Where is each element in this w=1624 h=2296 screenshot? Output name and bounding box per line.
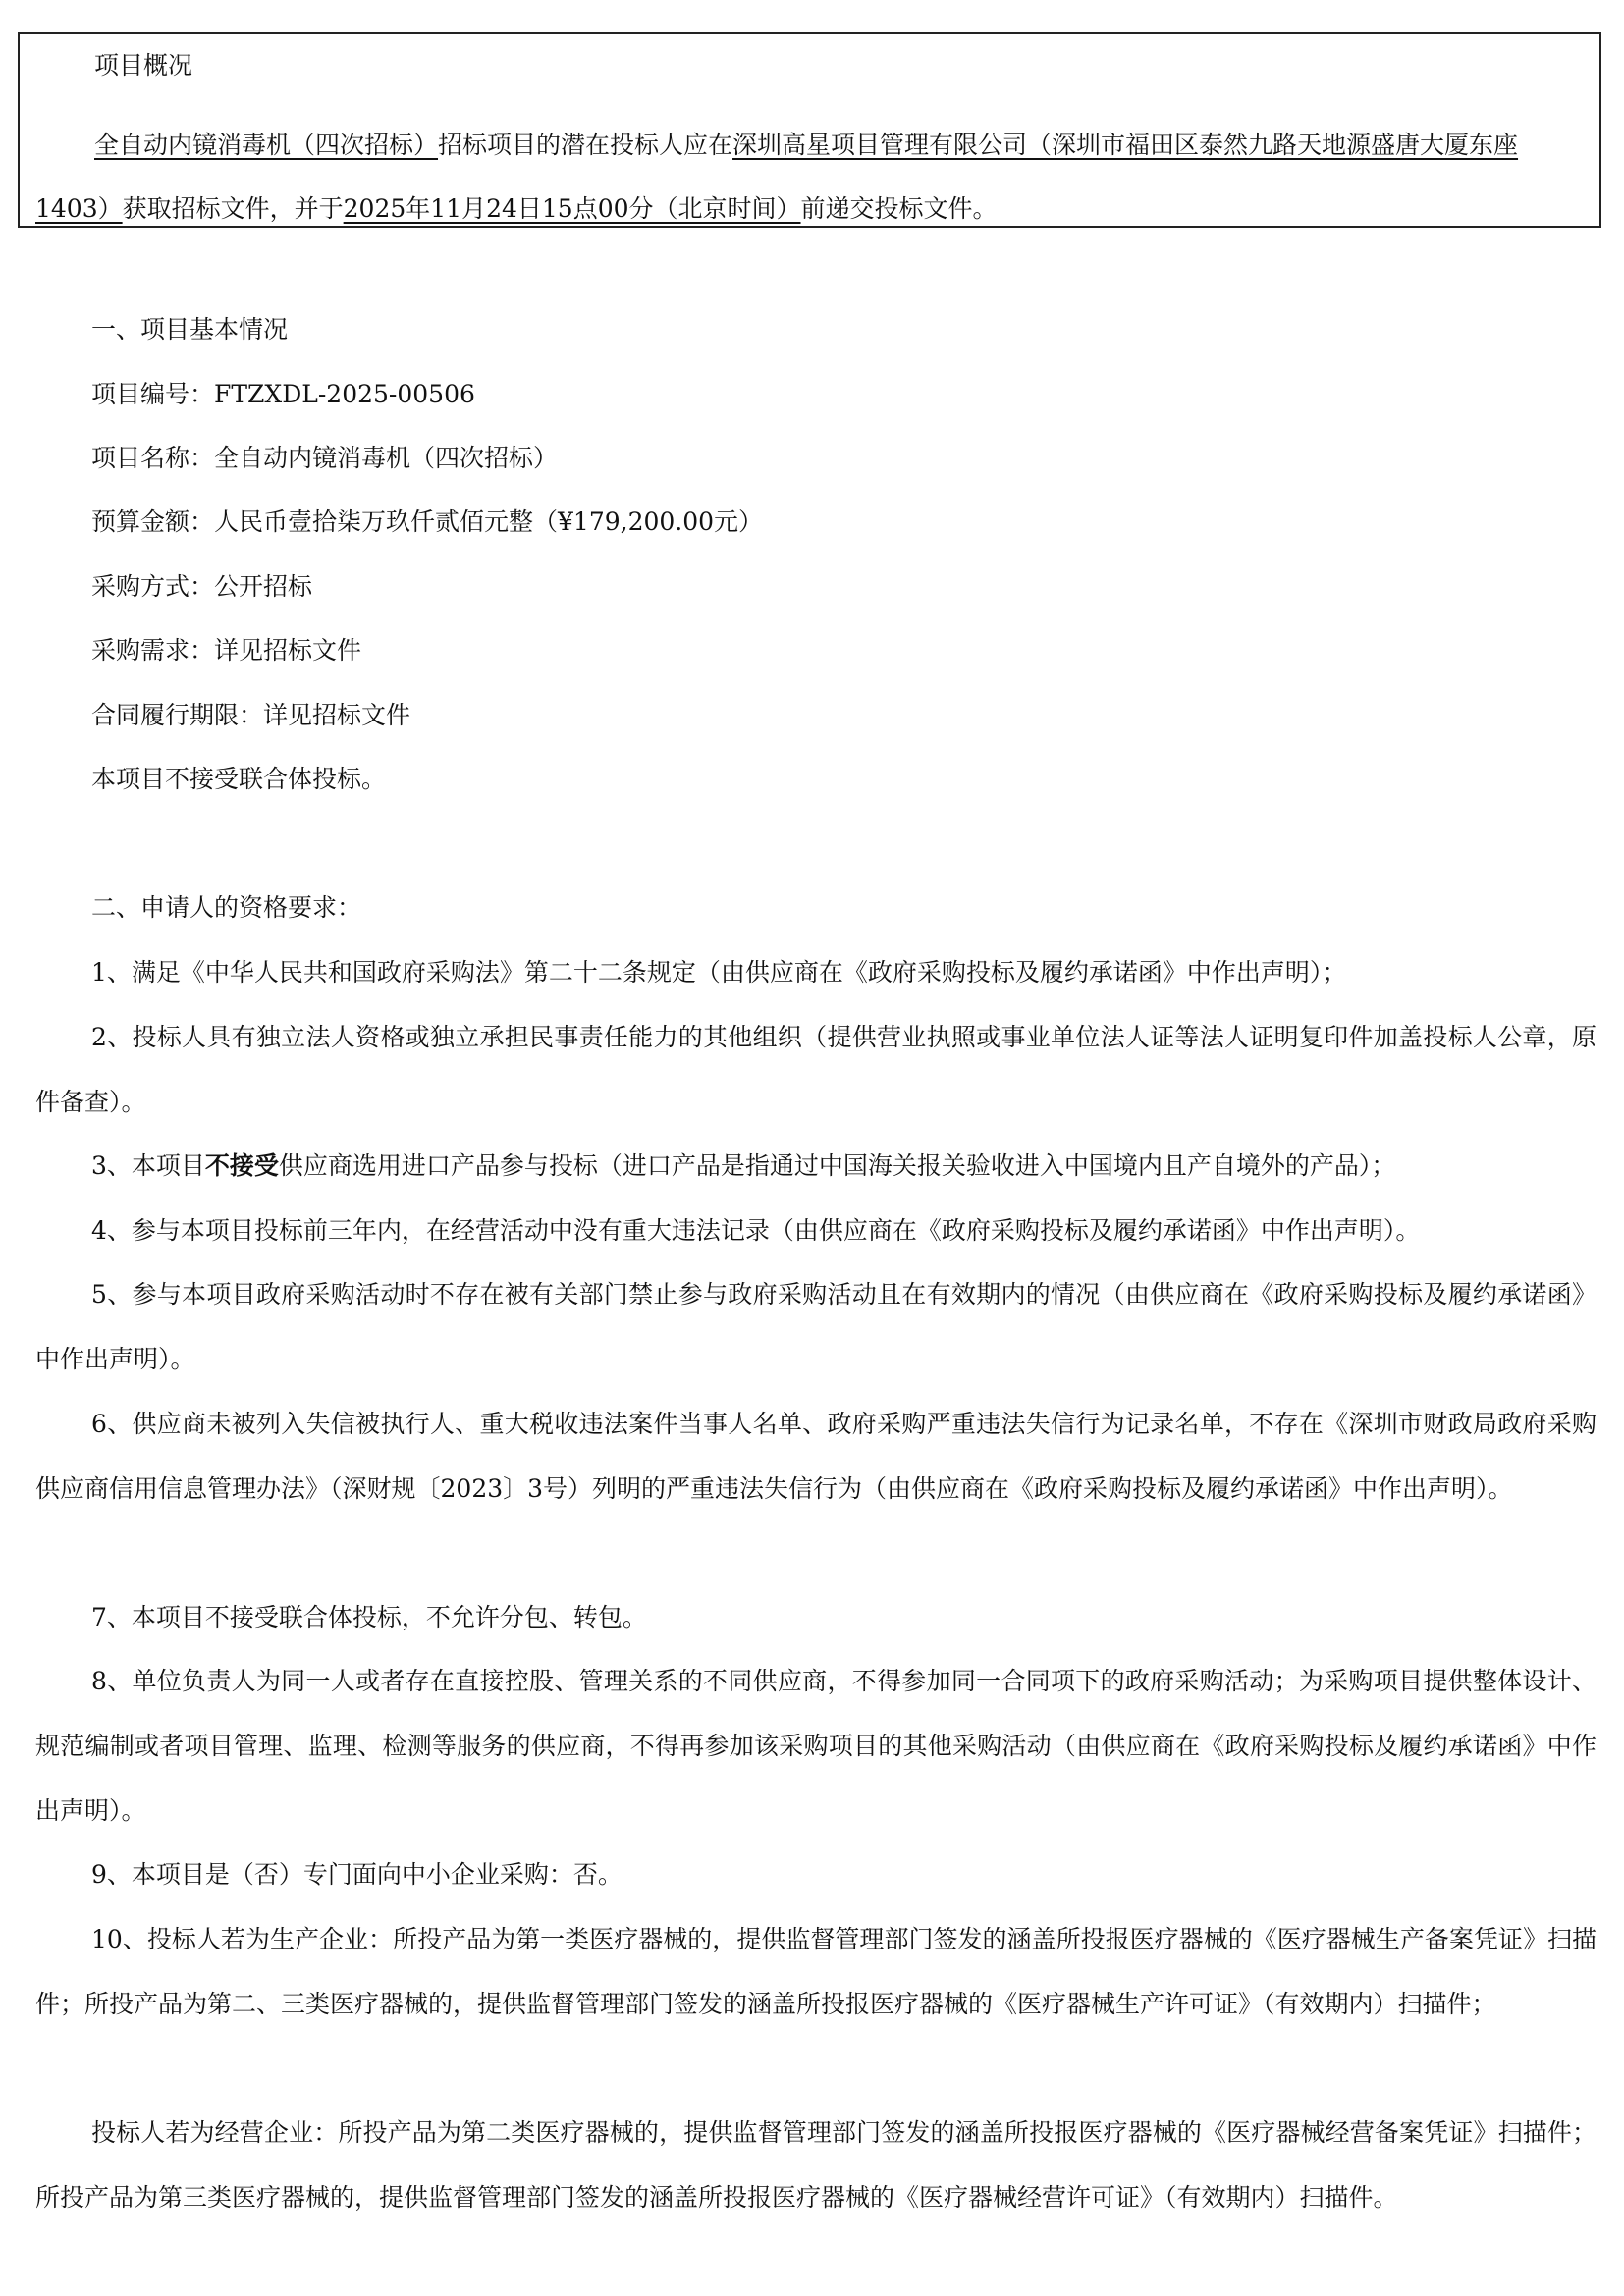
item3-text-a: 3、本项目	[91, 1151, 205, 1180]
qualification-item-3	[35, 1134, 1597, 1199]
qualification-item-8: 8、单位负责人为同一人或者存在直接控股、管理关系的不同供应商，不得参加同一合同项下的政府采购活动；为采购项目提供整体设计、规范编制或者项目管理、监理、检测等服务的供应商，不得再参加该采购项目的其他采购活动（由供应商在《政府采购投标及履约承诺函》中作出声明）。	[35, 1667, 1597, 1825]
overview-paragraph	[35, 113, 1589, 240]
qualification-item-7: 7、本项目不接受联合体投标，不允许分包、转包。	[91, 1603, 647, 1631]
qualification-item-10-distributor: 投标人若为经营企业：所投产品为第二类医疗器械的，提供监督管理部门签发的涵盖所投报医疗器械的《医疗器械经营备案凭证》扫描件；所投产品为第三类医疗器械的，提供监督管理部门签发的涵盖所投报医疗器械的《医疗器械经营许可证》（有效期内）扫描件。	[35, 2118, 1597, 2212]
overview-title: 项目概况	[94, 51, 193, 80]
qualification-item-10: 10、投标人若为生产企业：所投产品为第一类医疗器械的，提供监督管理部门签发的涵盖所投报医疗器械的《医疗器械生产备案凭证》扫描件；所投产品为第二、三类医疗器械的，提供监督管理部门签发的涵盖所投报医疗器械的《医疗器械生产许可证》（有效期内）扫描件；	[35, 1925, 1597, 2018]
overview-text-2: 获取招标文件，并于	[122, 194, 344, 223]
overview-text-3: 前递交投标文件。	[800, 194, 998, 223]
overview-text-1: 招标项目的潜在投标人应在	[438, 131, 733, 159]
section1-heading: 一、项目基本情况	[91, 315, 289, 344]
overview-deadline: 2025年11月24日15点00分（北京时间）	[343, 194, 801, 223]
qualification-item-6: 6、供应商未被列入失信被执行人、重大税收违法案件当事人名单、政府采购严重违法失信行为记录名单，不存在《深圳市财政局政府采购供应商信用信息管理办法》（深财规〔2023〕3号）列明的严重违法失信行为（由供应商在《政府采购投标及履约承诺函》中作出声明）。	[35, 1410, 1597, 1503]
procurement-demand: 采购需求：详见招标文件	[91, 636, 362, 665]
consortium-note: 本项目不接受联合体投标。	[91, 765, 387, 793]
overview-agency: 深圳高星项目管理有限公司（深圳市福田区泰然九路天地源盛唐大厦东座1403）	[35, 131, 1519, 223]
item3-text-b: 供应商选用进口产品参与投标（进口产品是指通过中国海关报关验收进入中国境内且产自境外的产品）；	[278, 1151, 1396, 1180]
overview-project-name: 全自动内镜消毒机（四次招标）	[94, 131, 439, 159]
project-name: 项目名称：全自动内镜消毒机（四次招标）	[91, 444, 559, 472]
contract-period: 合同履行期限：详见招标文件	[91, 701, 411, 729]
qualification-item-1: 1、满足《中华人民共和国政府采购法》第二十二条规定（由供应商在《政府采购投标及履约承诺函》中作出声明）；	[91, 958, 1347, 987]
item3-bold: 不接受	[204, 1151, 279, 1180]
qualification-item-9: 9、本项目是（否）专门面向中小企业采购：否。	[91, 1860, 623, 1889]
project-overview-box	[18, 32, 1601, 228]
project-number: 项目编号：FTZXDL-2025-00506	[91, 380, 475, 408]
procurement-method: 采购方式：公开招标	[91, 572, 313, 601]
section2-heading: 二、申请人的资格要求：	[91, 893, 362, 922]
qualification-item-5: 5、参与本项目政府采购活动时不存在被有关部门禁止参与政府采购活动且在有效期内的情况（由供应商在《政府采购投标及履约承诺函》中作出声明）。	[35, 1280, 1597, 1373]
budget-amount: 预算金额：人民币壹拾柒万玖仟贰佰元整（¥179,200.00元）	[91, 507, 764, 536]
qualification-item-4: 4、参与本项目投标前三年内，在经营活动中没有重大违法记录（由供应商在《政府采购投标及履约承诺函》中作出声明）。	[91, 1216, 1421, 1245]
qualification-item-2: 2、投标人具有独立法人资格或独立承担民事责任能力的其他组织（提供营业执照或事业单位法人证等法人证明复印件加盖投标人公章，原件备查）。	[35, 1023, 1597, 1116]
